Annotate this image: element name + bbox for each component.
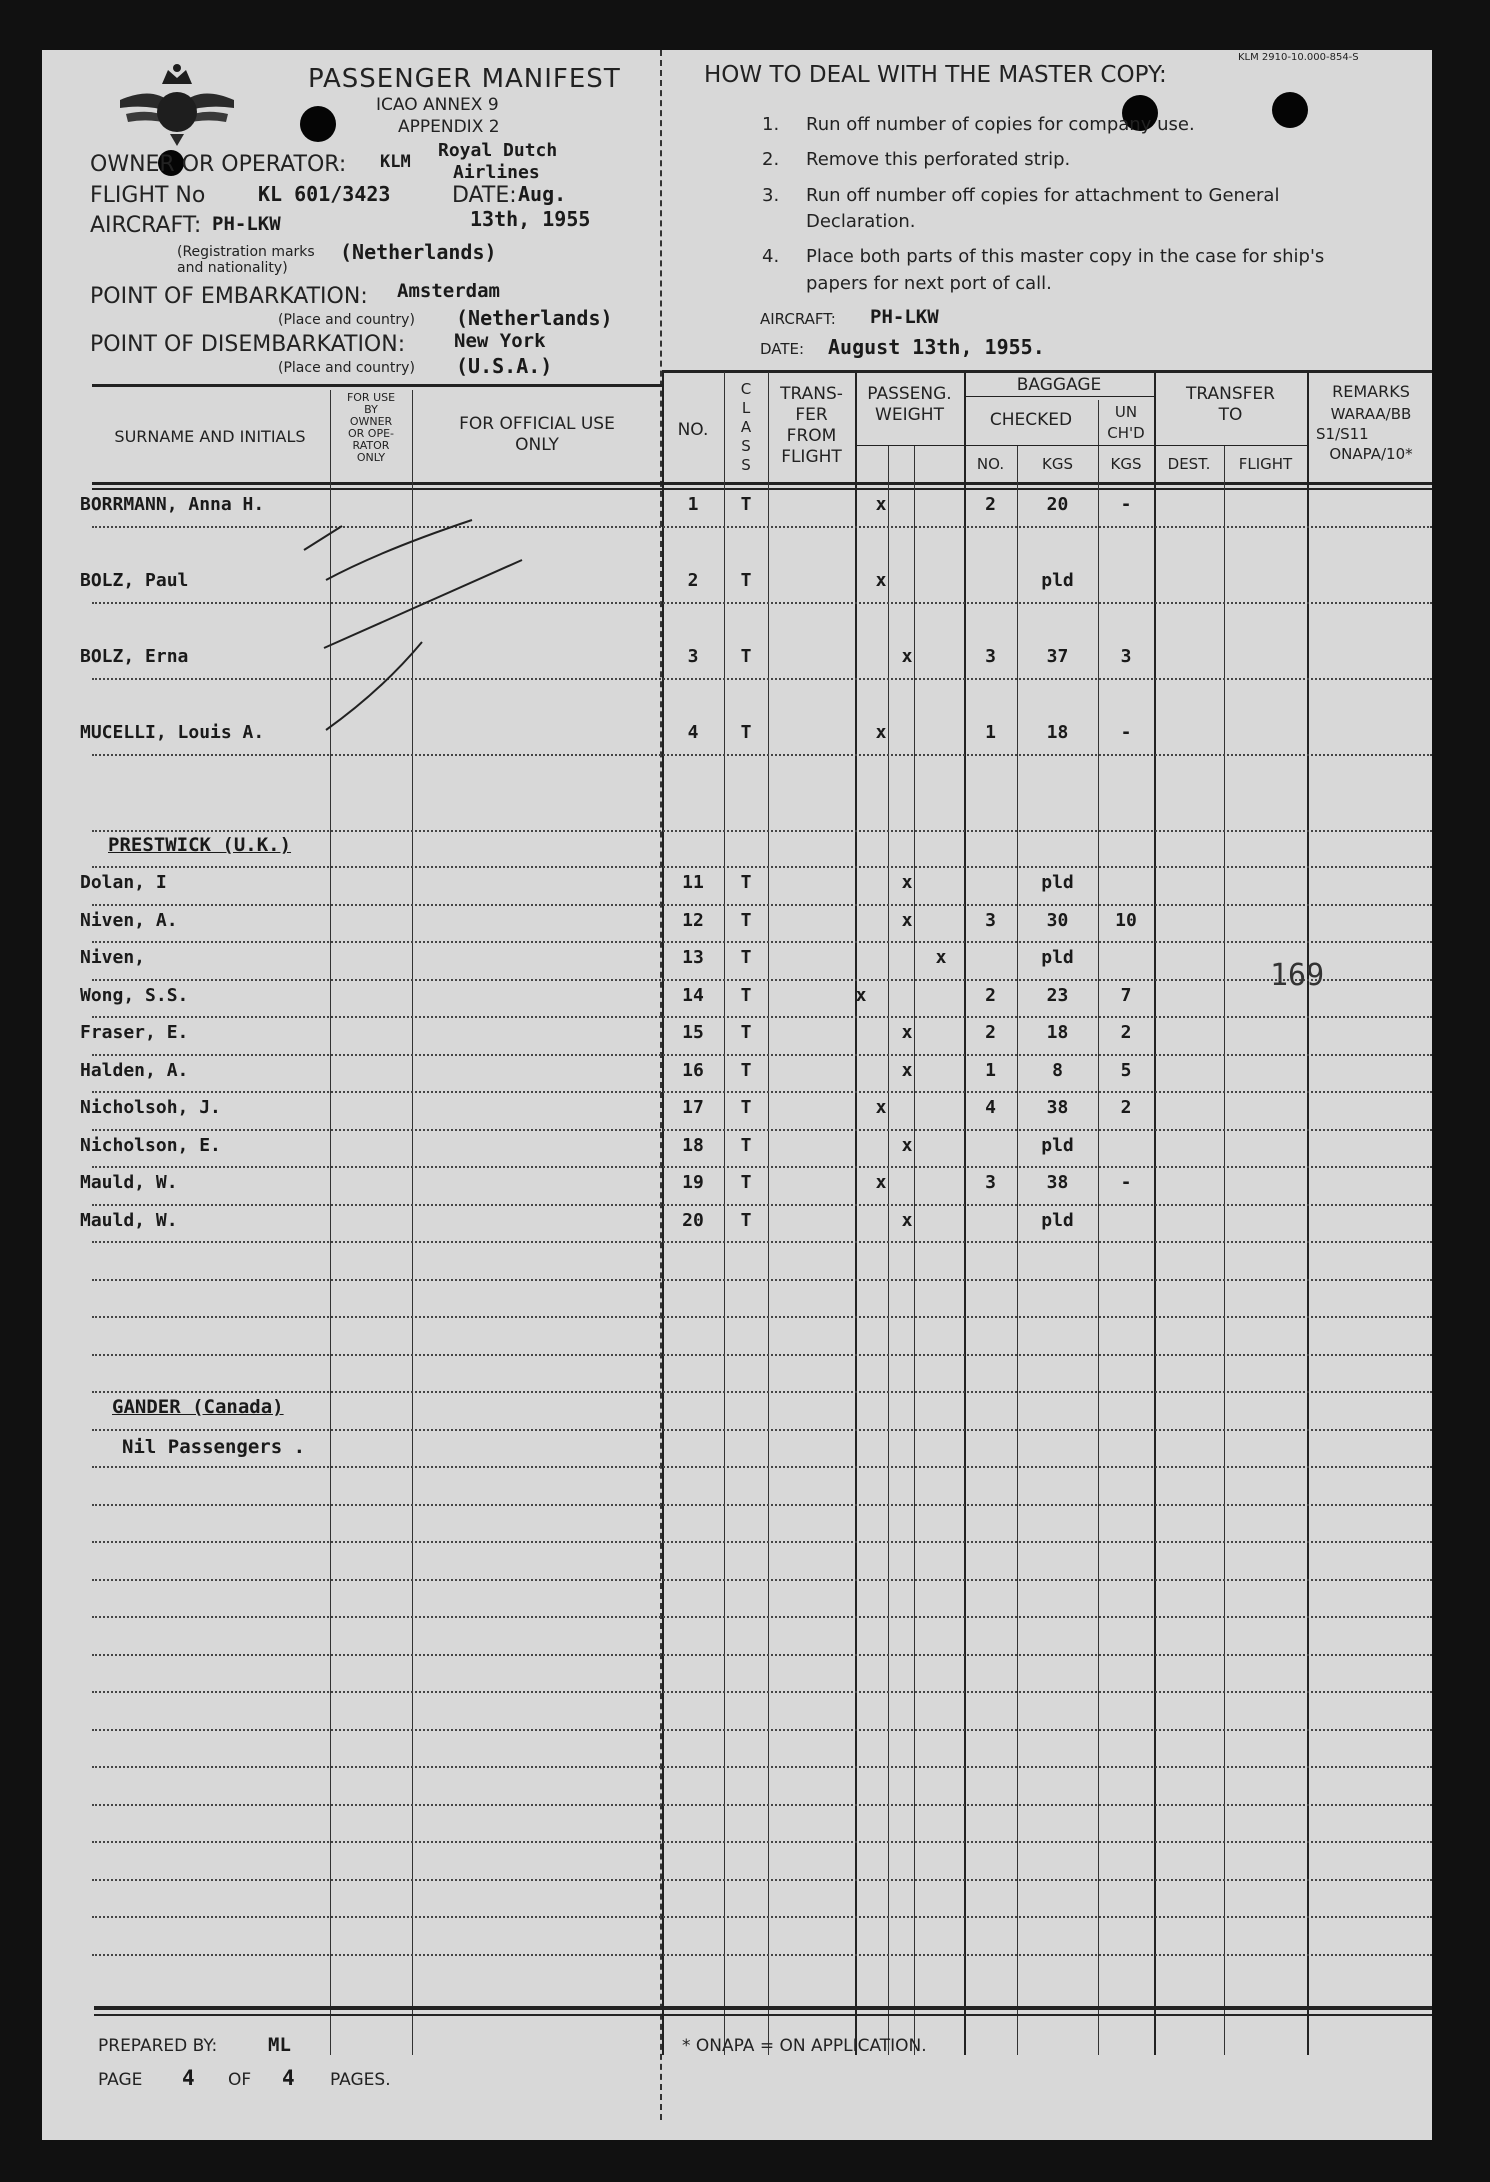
registration-value: (Netherlands) xyxy=(340,240,497,264)
stamp-number: 169 xyxy=(1270,958,1325,993)
instructions-date-value: August 13th, 1955. xyxy=(828,335,1045,359)
row-line xyxy=(92,1466,1432,1468)
row-line xyxy=(92,979,1432,981)
row-line xyxy=(92,1879,1432,1881)
row-line xyxy=(92,1279,1432,1281)
baggage-kgs: 18 xyxy=(1046,1022,1069,1043)
unchecked-kgs: - xyxy=(1120,494,1132,515)
col-header-remarks: REMARKS WARAA/BB S1/S11 ONAPA/10* xyxy=(1316,382,1413,463)
row-line xyxy=(92,1954,1432,1956)
weight-mark: x xyxy=(855,985,867,1006)
instructions-aircraft-label: AIRCRAFT: xyxy=(760,310,836,328)
passenger-number: 19 xyxy=(682,1172,704,1193)
col-header-flight: FLIGHT xyxy=(1238,455,1293,473)
passenger-class: T xyxy=(740,1172,752,1193)
baggage-kgs: pld xyxy=(1041,872,1074,893)
col-header-unchecked: UN CH'D xyxy=(1107,403,1145,442)
disembarkation-label: POINT OF DISEMBARKATION: xyxy=(90,332,406,357)
flight-value: KL 601/3423 xyxy=(258,182,391,206)
weight-mark: x xyxy=(901,872,913,893)
weight-mark: x xyxy=(901,910,913,931)
weight-mark: x xyxy=(875,1097,887,1118)
instruction-text: Place both parts of this master copy in the case for ship's xyxy=(806,246,1325,267)
passenger-name: Dolan, I xyxy=(80,872,167,893)
baggage-count: 3 xyxy=(985,910,996,931)
passenger-class: T xyxy=(740,872,752,893)
weight-mark: x xyxy=(901,1210,913,1231)
footer-rule-2 xyxy=(94,2014,1432,2016)
manifest-title: PASSENGER MANIFEST xyxy=(308,64,621,94)
embarkation-label: POINT OF EMBARKATION: xyxy=(90,284,368,309)
baggage-count: 1 xyxy=(985,1060,996,1081)
instruction-text: papers for next port of call. xyxy=(806,273,1052,294)
passenger-name: Niven, xyxy=(80,947,146,968)
footer-rule xyxy=(94,2006,1432,2010)
row-line xyxy=(92,1016,1432,1018)
passenger-name: BOLZ, Erna xyxy=(80,646,189,667)
of-label: OF xyxy=(228,2070,252,2090)
unchecked-kgs: 7 xyxy=(1120,985,1132,1006)
baggage-kgs: 20 xyxy=(1046,494,1069,515)
aircraft-label: AIRCRAFT: xyxy=(90,213,202,238)
instruction-number: 1. xyxy=(762,114,780,135)
col-header-surname: SURNAME AND INITIALS xyxy=(114,427,306,446)
passenger-class: T xyxy=(740,1097,752,1118)
baggage-count: 2 xyxy=(985,1022,996,1043)
baggage-kgs: 8 xyxy=(1052,1060,1063,1081)
row-line xyxy=(92,1091,1432,1093)
col-header-checked: CHECKED xyxy=(989,410,1073,430)
passenger-class: T xyxy=(740,947,752,968)
passenger-name: Nicholson, E. xyxy=(80,1135,221,1156)
unchecked-kgs: 5 xyxy=(1120,1060,1132,1081)
passenger-name: BORRMANN, Anna H. xyxy=(80,494,265,515)
onapa-footnote: * ONAPA = ON APPLICATION. xyxy=(682,2036,927,2056)
baggage-kgs: 38 xyxy=(1046,1097,1069,1118)
row-line xyxy=(92,1579,1432,1581)
passenger-number: 2 xyxy=(687,570,699,591)
passenger-number: 15 xyxy=(682,1022,704,1043)
row-line xyxy=(92,1654,1432,1656)
baggage-count: 2 xyxy=(985,494,996,515)
baggage-kgs: 37 xyxy=(1046,646,1069,667)
handwritten-strokes xyxy=(42,50,1432,810)
row-line xyxy=(92,1054,1432,1056)
instruction-text: Remove this perforated strip. xyxy=(806,149,1071,170)
weight-mark: x xyxy=(875,722,887,743)
pages-label: PAGES. xyxy=(330,2070,391,2090)
manifest-sheet xyxy=(42,50,1432,2140)
passenger-name: MUCELLI, Louis A. xyxy=(80,722,265,743)
row-line xyxy=(92,1166,1432,1168)
flight-label: FLIGHT No xyxy=(90,183,206,208)
passenger-class: T xyxy=(740,985,752,1006)
unchecked-kgs: - xyxy=(1120,1172,1132,1193)
weight-mark: x xyxy=(935,947,947,968)
passenger-name: Mauld, W. xyxy=(80,1172,178,1193)
baggage-count: 2 xyxy=(985,985,996,1006)
weight-mark: x xyxy=(875,494,887,515)
embarkation-value: Amsterdam xyxy=(397,280,500,302)
passenger-name: BOLZ, Paul xyxy=(80,570,189,591)
passenger-class: T xyxy=(740,494,752,515)
row-line xyxy=(92,941,1432,943)
row-line xyxy=(92,1804,1432,1806)
disembarkation-country: (U.S.A.) xyxy=(456,354,553,378)
section-note: Nil Passengers . xyxy=(122,1436,306,1458)
passenger-class: T xyxy=(740,1060,752,1081)
weight-mark: x xyxy=(901,1022,913,1043)
passenger-class: T xyxy=(740,1135,752,1156)
section-title-gander: GANDER (Canada) xyxy=(112,1396,284,1418)
col-header-owner-use: FOR USE BY OWNER OR OPE- RATOR ONLY xyxy=(346,391,396,464)
passenger-name: Wong, S.S. xyxy=(80,985,189,1006)
passenger-number: 14 xyxy=(682,985,704,1006)
baggage-count: 3 xyxy=(985,646,996,667)
passenger-class: T xyxy=(740,722,752,743)
row-line xyxy=(92,866,1432,868)
instructions-aircraft-value: PH-LKW xyxy=(870,306,939,328)
passenger-number: 11 xyxy=(682,872,704,893)
instructions-title: HOW TO DEAL WITH THE MASTER COPY: xyxy=(704,62,1167,88)
date-label: DATE: xyxy=(452,183,517,208)
passenger-name: Halden, A. xyxy=(80,1060,189,1081)
passenger-number: 3 xyxy=(687,646,699,667)
passenger-number: 20 xyxy=(682,1210,704,1231)
baggage-kgs: 38 xyxy=(1046,1172,1069,1193)
aircraft-value: PH-LKW xyxy=(212,213,281,235)
row-line xyxy=(92,1729,1432,1731)
instruction-text: Declaration. xyxy=(806,211,916,232)
instruction-number: 4. xyxy=(762,246,780,267)
col-header-transfer-to: TRANSFER TO xyxy=(1186,384,1275,425)
col-header-bag-no: NO. xyxy=(976,455,1005,473)
col-header-class: C L A S S xyxy=(740,380,752,474)
registration-label: (Registration marks xyxy=(177,244,315,260)
weight-mark: x xyxy=(901,646,913,667)
row-line xyxy=(92,1616,1432,1618)
unchecked-kgs: 10 xyxy=(1115,910,1137,931)
page-label: PAGE xyxy=(98,2070,143,2090)
baggage-kgs: pld xyxy=(1041,1135,1074,1156)
registration-label-2: and nationality) xyxy=(177,260,288,276)
embarkation-place-label: (Place and country) xyxy=(278,312,415,328)
row-line xyxy=(92,1129,1432,1131)
form-code: KLM 2910-10.000-854-S xyxy=(1238,52,1359,63)
row-line xyxy=(92,1204,1432,1206)
prepared-by-value: ML xyxy=(268,2034,291,2056)
passenger-number: 12 xyxy=(682,910,704,931)
date-value-line2: 13th, 1955 xyxy=(470,207,591,231)
baggage-kgs: 30 xyxy=(1046,910,1069,931)
disembarkation-place-label: (Place and country) xyxy=(278,360,415,376)
passenger-number: 16 xyxy=(682,1060,704,1081)
col-header-transfer-from: TRANS- FER FROM FLIGHT xyxy=(780,384,843,467)
passenger-number: 4 xyxy=(687,722,699,743)
row-line xyxy=(92,904,1432,906)
appendix: APPENDIX 2 xyxy=(398,117,500,137)
baggage-count: 3 xyxy=(985,1172,996,1193)
prepared-by-label: PREPARED BY: xyxy=(98,2036,218,2056)
passenger-class: T xyxy=(740,1210,752,1231)
embarkation-country: (Netherlands) xyxy=(456,306,613,330)
owner-value-line2: Royal Dutch xyxy=(438,140,558,161)
col-header-baggage: BAGGAGE xyxy=(1016,375,1102,395)
weight-mark: x xyxy=(875,1172,887,1193)
passenger-class: T xyxy=(740,570,752,591)
col-header-unchd-kgs: KGS xyxy=(1110,455,1142,473)
passenger-name: Mauld, W. xyxy=(80,1210,178,1231)
unchecked-kgs: 2 xyxy=(1120,1097,1132,1118)
passenger-number: 18 xyxy=(682,1135,704,1156)
passenger-class: T xyxy=(740,646,752,667)
instruction-text: Run off number off copies for attachment to General xyxy=(806,185,1280,206)
baggage-kgs: pld xyxy=(1041,947,1074,968)
baggage-count: 1 xyxy=(985,722,996,743)
baggage-kgs: 18 xyxy=(1046,722,1069,743)
page-total: 4 xyxy=(282,2066,295,2090)
col-header-dest: DEST. xyxy=(1167,455,1211,473)
baggage-kgs: pld xyxy=(1041,1210,1074,1231)
unchecked-kgs: 2 xyxy=(1120,1022,1132,1043)
passenger-name: Nicholsoh, J. xyxy=(80,1097,221,1118)
col-header-bag-kgs: KGS xyxy=(1042,455,1073,473)
instruction-number: 2. xyxy=(762,149,780,170)
owner-label: OWNER OR OPERATOR: xyxy=(90,152,347,177)
unchecked-kgs: 3 xyxy=(1120,646,1132,667)
row-line xyxy=(92,1916,1432,1918)
col-header-official-use: FOR OFFICIAL USE ONLY xyxy=(459,414,615,455)
weight-mark: x xyxy=(901,1135,913,1156)
passenger-number: 1 xyxy=(687,494,699,515)
row-line xyxy=(92,1841,1432,1843)
baggage-count: 4 xyxy=(985,1097,996,1118)
weight-mark: x xyxy=(875,570,887,591)
weight-mark: x xyxy=(901,1060,913,1081)
unchecked-kgs: - xyxy=(1120,722,1132,743)
row-line xyxy=(92,830,1432,832)
col-header-weight: PASSENG. WEIGHT xyxy=(867,384,952,425)
row-line xyxy=(92,1541,1432,1543)
baggage-kgs: pld xyxy=(1041,570,1074,591)
page-number: 4 xyxy=(182,2066,195,2090)
passenger-name: Niven, A. xyxy=(80,910,178,931)
passenger-number: 17 xyxy=(682,1097,704,1118)
owner-value-line3: Airlines xyxy=(453,162,540,183)
row-line xyxy=(92,1391,1432,1393)
date-value: Aug. xyxy=(518,182,567,206)
row-line xyxy=(92,1429,1432,1431)
icao-annex: ICAO ANNEX 9 xyxy=(376,95,499,115)
instructions-date-label: DATE: xyxy=(760,340,805,358)
baggage-kgs: 23 xyxy=(1046,985,1069,1006)
col-header-no: NO. xyxy=(677,420,709,440)
instruction-text: Run off number of copies for company use. xyxy=(806,114,1195,135)
owner-value: KLM xyxy=(380,152,411,172)
row-line xyxy=(92,1766,1432,1768)
passenger-class: T xyxy=(740,910,752,931)
row-line xyxy=(92,1691,1432,1693)
row-line xyxy=(92,1241,1432,1243)
passenger-name: Fraser, E. xyxy=(80,1022,189,1043)
instruction-number: 3. xyxy=(762,185,780,206)
passenger-class: T xyxy=(740,1022,752,1043)
section-title-prestwick: PRESTWICK (U.K.) xyxy=(108,834,292,856)
row-line xyxy=(92,1504,1432,1506)
row-line xyxy=(92,1316,1432,1318)
passenger-number: 13 xyxy=(682,947,704,968)
row-line xyxy=(92,1354,1432,1356)
disembarkation-value: New York xyxy=(454,330,546,352)
